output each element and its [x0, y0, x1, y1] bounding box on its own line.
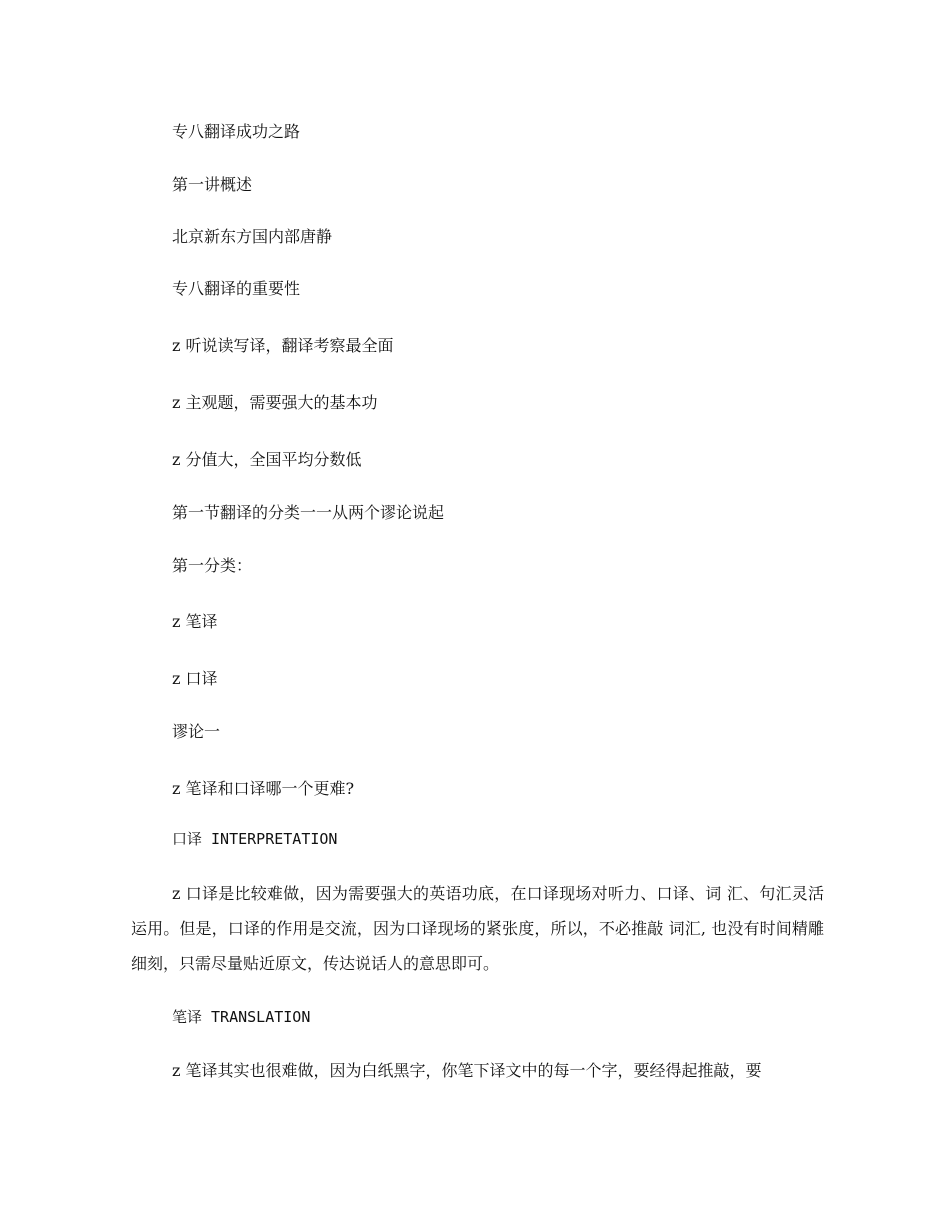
interpretation-heading: 口译 INTERPRETATION — [172, 830, 338, 848]
importance-heading: 专八翻译的重要性 — [172, 279, 301, 298]
translation-paragraph: z 笔译其实也很难做，因为白纸黑字，你笔下译文中的每一个字，要经得起推敲，要 — [172, 1061, 762, 1080]
category-heading: 第一分类： — [172, 556, 253, 575]
fallacy-question: z 笔译和口译哪一个更难? — [172, 779, 355, 798]
category-item: z 口译 — [172, 669, 218, 688]
fallacy-heading: 谬论一 — [172, 722, 221, 741]
bullet-item: z 听说读写译，翻译考察最全面 — [172, 336, 394, 355]
author-line: 北京新东方国内部唐静 — [172, 227, 333, 246]
section-heading: 第一节翻译的分类一一从两个谬论说起 — [172, 503, 445, 522]
translation-heading: 笔译 TRANSLATION — [172, 1008, 311, 1026]
category-item: z 笔译 — [172, 612, 218, 631]
bullet-item: z 分值大，全国平均分数低 — [172, 450, 362, 469]
document-title: 专八翻译成功之路 — [172, 122, 301, 141]
bullet-item: z 主观题，需要强大的基本功 — [172, 393, 378, 412]
interpretation-paragraph: z 口译是比较难做，因为需要强大的英语功底，在口译现场对听力、口译、词 汇、句汇灵活运用。但是，口译的作用是交流，因为口译现场的紧张度，所以，不必推敲 词汇, 也没有时间精雕细刻，只需尽量贴近原文，传达说话人的意思即可。 — [131, 884, 824, 973]
lecture-heading: 第一讲概述 — [172, 175, 253, 194]
